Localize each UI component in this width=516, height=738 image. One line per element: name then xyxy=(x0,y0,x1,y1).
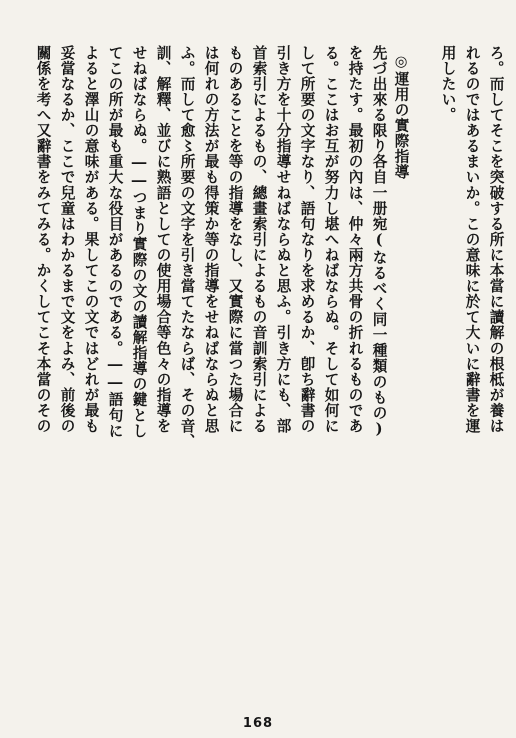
text-column: せねばならぬ。――つまり實際の文の讀解指導の鍵とし xyxy=(130,45,148,439)
text-column: 訓、解釋、並びに熟語としての使用場合等色々の指導を xyxy=(154,45,172,434)
text-column: 關係を考へ又辭書をみてみる。かくしてこそ本當のその xyxy=(34,45,52,434)
text-column: ろ。而してそこを突破する所に本當に讀解の根柢が養は xyxy=(487,45,505,434)
text-column: 引き方を十分指導せねばならぬと思ふ。引き方にも、部 xyxy=(274,45,292,434)
text-column: 先づ出來る限り各自一册宛(なるべく同一種類のもの) xyxy=(370,45,388,439)
text-column: 用したい。 xyxy=(439,45,457,123)
text-column: てこの所が最も重大な役目があるのである。――語句に xyxy=(106,45,124,439)
text-column: 妥當なるか、ここで兒童はわかるまで文をよみ、前後の xyxy=(58,45,76,434)
page-number: 168 xyxy=(242,716,274,731)
text-column: よると澤山の意味がある。果してこの文ではどれが最も xyxy=(82,45,100,434)
text-column: ふ。而して愈〻所要の文字を引き當てたならば、その音、 xyxy=(178,45,196,450)
text-column: を持たす。最初の內は、仲々兩方共骨の折れるものであ xyxy=(346,45,364,434)
text-column: ものあることを等の指導をなし、又實際に當つた場合に xyxy=(226,45,244,434)
text-column: は何れの方法が最も得策か等の指導をせねばならぬと思 xyxy=(202,45,220,434)
text-column: る。ここはお互が努力し堪へねばならぬ。そして如何に xyxy=(322,45,340,434)
text-column: して所要の文字なり、語句なりを求めるか、卽ち辭書の xyxy=(298,45,316,434)
section-heading: ◎運用の實際指導 xyxy=(392,53,410,180)
text-column: 首索引によるもの、總畫索引によるもの音訓索引による xyxy=(250,45,268,434)
text-column: れるのではあるまいか。この意味に於て大いに辭書を運 xyxy=(463,45,481,434)
